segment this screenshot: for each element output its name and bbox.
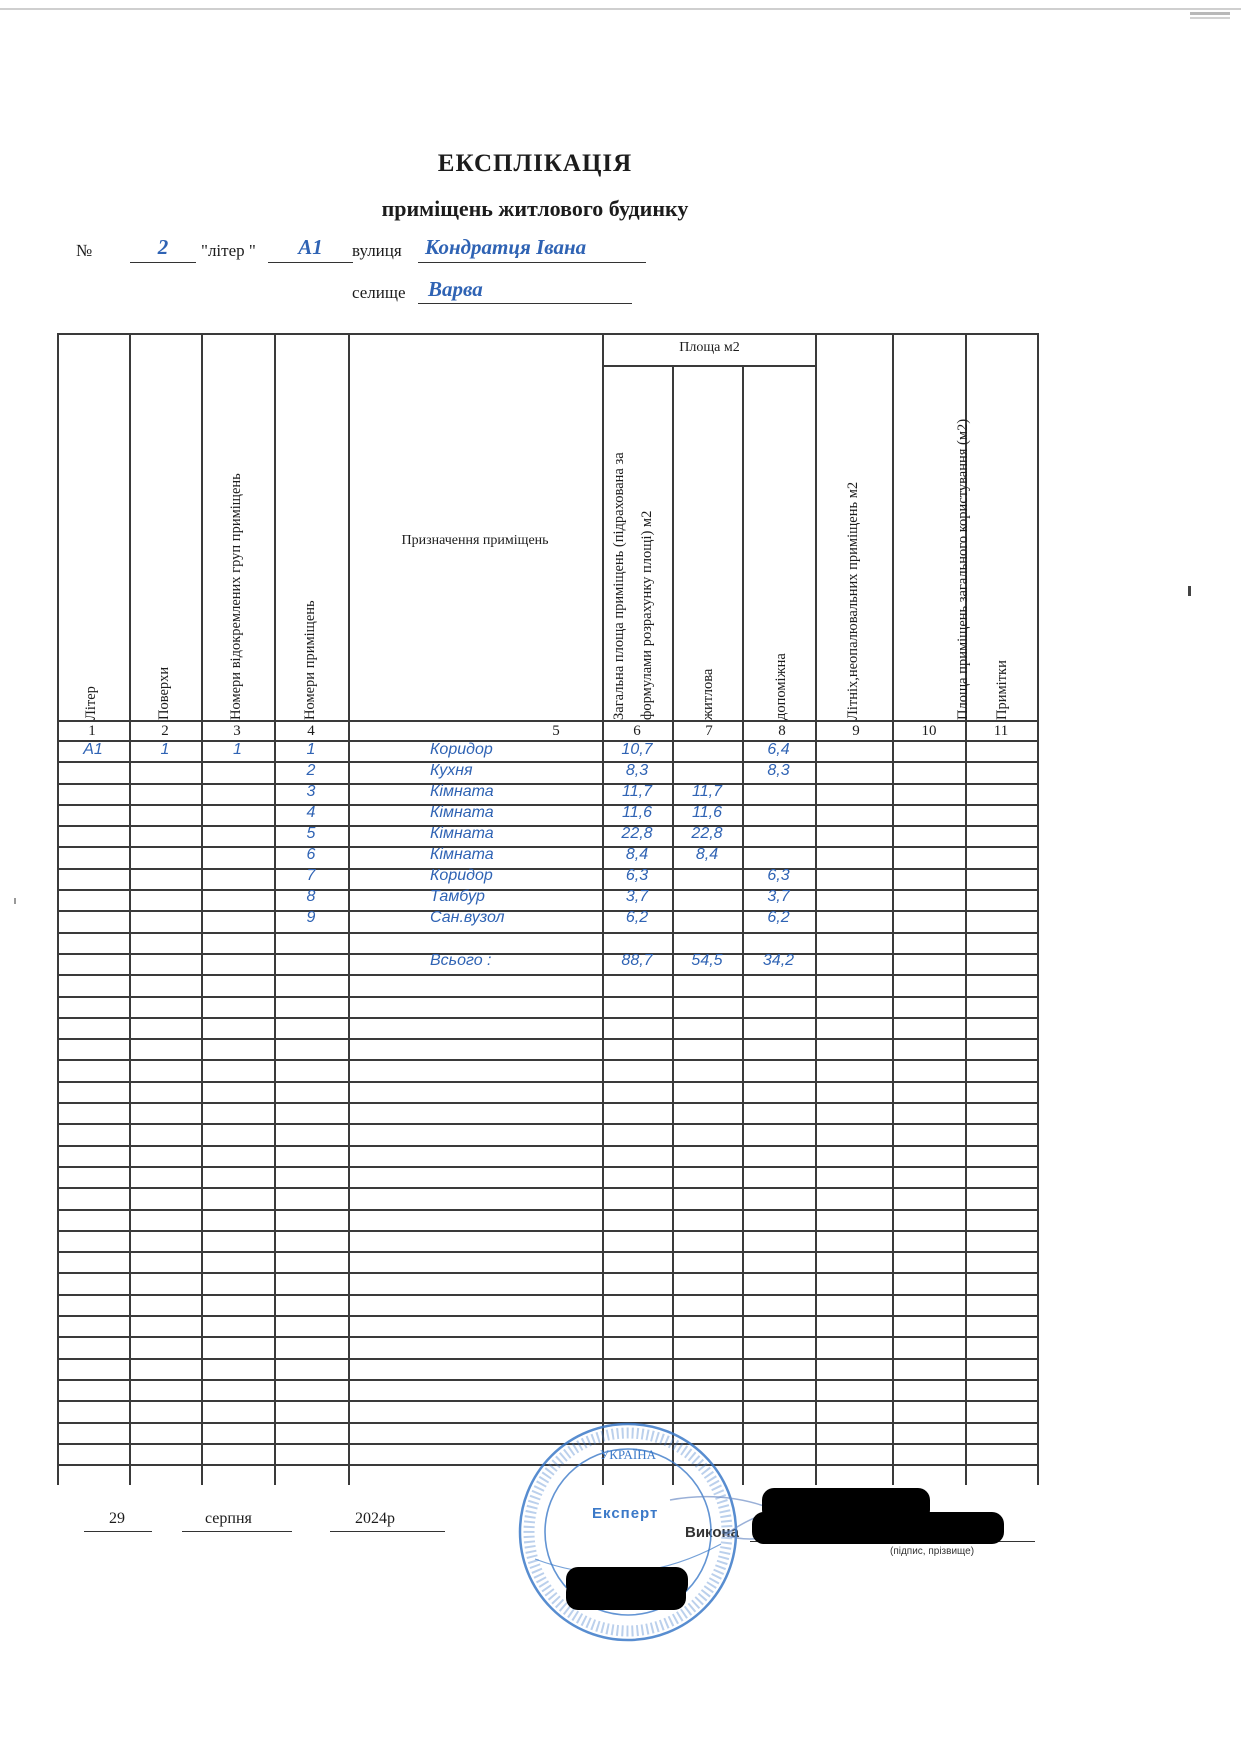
col-header-room-numbers: Номери приміщень [302,600,318,720]
document-title: ЕКСПЛІКАЦІЯ [437,150,633,177]
settlement-label: селище [352,283,406,302]
total-area-sum: 88,7 [621,952,653,969]
stamp-country: УКРАЇНА [600,1447,656,1462]
column-number: 2 [161,723,169,739]
table-hline [57,974,1037,976]
table-hline [57,1145,1037,1147]
number-value: 2 [157,235,169,259]
column-number: 7 [705,723,713,739]
cell-purpose: Кухня [430,762,473,779]
col-header-liter: Літер [83,686,99,720]
cell-living-area: 11,6 [692,804,722,821]
cell-room-number: 5 [306,825,316,842]
cell-aux-area: 6,3 [767,867,790,884]
col-header-groups: Номери відокремлених груп приміщень [228,473,244,720]
table-hline [57,1315,1037,1317]
table-hline [57,953,1037,955]
column-number: 8 [778,723,786,739]
table-hline [57,1272,1037,1274]
column-number: 9 [852,723,860,739]
table-hline [57,1400,1037,1402]
expert-label: Експерт [592,1505,659,1522]
table-hline [57,720,1037,722]
cell-room-number: 2 [306,762,316,779]
number-underline [130,262,196,263]
area-group-header: Площа м2 [679,340,740,355]
col-header-living: житлова [700,668,716,720]
margin-mark [14,898,16,904]
street-value: Кондратця Івана [425,235,587,259]
table-hline [57,783,1037,785]
cell-group: 1 [233,741,242,758]
cell-total-area: 3,7 [625,888,649,905]
column-number: 5 [552,723,560,739]
table-vline [57,333,59,1485]
column-number: 1 [88,723,96,739]
cell-liter: А1 [83,741,103,758]
cell-total-area: 8,3 [625,762,649,779]
table-hline [57,996,1037,998]
table-hline [57,1251,1037,1253]
cell-room-number: 6 [306,846,316,863]
column-number: 3 [233,723,241,739]
cell-room-number: 4 [306,804,316,821]
table-hline [57,1017,1037,1019]
street-label: вулиця [352,241,402,260]
settlement-underline [418,303,632,304]
table-vline [1037,333,1039,1485]
date-year: 2024р [355,1510,395,1527]
table-hline [57,1379,1037,1381]
cell-purpose: Кімната [430,846,494,863]
table-hline [57,1358,1037,1360]
cell-aux-area: 6,4 [767,741,790,758]
table-hline [57,1123,1037,1125]
cell-room-number: 9 [306,909,316,926]
cell-living-area: 11,7 [692,783,722,800]
col-header-total-area: Загальна площа приміщень (підрахована за формулами розрахунку площі) м2 [611,452,655,720]
signature-caption: (підпис, прізвище) [890,1546,975,1557]
cell-purpose: Коридор [430,867,493,884]
scan-artifact [0,0,1241,18]
table-hline [57,846,1037,848]
cell-room-number: 7 [306,867,316,884]
cell-purpose: Кімната [430,825,494,842]
table-hline [57,1102,1037,1104]
liter-underline [268,262,353,263]
table-hline [57,333,1037,335]
table-hline [57,868,1037,870]
cell-aux-area: 6,2 [767,909,790,926]
table-hline [57,1187,1037,1189]
table-hline [57,932,1037,934]
total-label: Всього : [430,952,492,969]
cell-aux-area: 3,7 [767,888,790,905]
table-vline [672,365,674,1485]
table-hline [57,889,1037,891]
liter-label: "літер " [201,241,256,260]
table-hline [57,1209,1037,1211]
column-number: 11 [993,723,1009,739]
cell-total-area: 22,8 [621,825,653,842]
cell-total-area: 6,2 [625,909,649,926]
street-underline [418,262,646,263]
cell-total-area: 6,3 [625,867,649,884]
column-number: 4 [307,723,315,739]
liter-value: А1 [298,235,323,259]
table-hline [57,1230,1037,1232]
date-month: серпня [205,1510,252,1527]
date-day: 29 [109,1510,125,1527]
table-hline [57,1081,1037,1083]
col-header-purpose: Призначення приміщень [401,533,549,548]
col-header-notes: Примітки [994,660,1010,720]
col-header-floors: Поверхи [156,666,172,720]
table-hline [57,804,1037,806]
cell-living-area: 22,8 [691,825,723,842]
executor-label: Викона [685,1524,739,1541]
col-header-auxiliary: допоміжна [773,653,789,720]
table-hline [57,910,1037,912]
cell-purpose: Коридор [430,741,493,758]
col-header-common-use: Площа приміщень загального користування (м2) [955,418,971,720]
redaction-stamp-2 [566,1580,686,1610]
cell-purpose: Сан.вузол [430,909,505,926]
area-group-line [602,365,815,367]
living-area-sum: 54,5 [691,952,723,969]
cell-purpose: Тамбур [430,888,485,905]
table-hline [57,1336,1037,1338]
column-number: 6 [633,723,641,739]
margin-mark [1188,586,1191,596]
table-hline [57,1166,1037,1168]
cell-total-area: 11,7 [622,783,652,800]
table-vline [129,333,131,1485]
cell-room-number: 3 [306,783,316,800]
cell-living-area: 8,4 [695,846,719,863]
aux-area-sum: 34,2 [762,952,795,969]
cell-room-number: 8 [306,888,316,905]
table-vline [892,333,894,1485]
cell-total-area: 10,7 [621,741,653,758]
table-hline [57,1038,1037,1040]
table-hline [57,1059,1037,1061]
cell-purpose: Кімната [430,804,494,821]
cell-floor: 1 [160,741,170,758]
column-number: 10 [921,723,937,739]
cell-aux-area: 8,3 [767,762,790,779]
table-vline [815,333,817,1485]
cell-purpose: Кімната [430,783,494,800]
table-vline [348,333,350,1485]
date-month-underline [182,1531,292,1532]
number-label: № [76,241,93,260]
cell-room-number: 1 [306,741,316,758]
redaction-name [752,1512,1004,1544]
table-hline [57,825,1037,827]
table-vline [201,333,203,1485]
cell-total-area: 11,6 [622,804,652,821]
settlement-value: Варва [428,277,483,301]
date-year-underline [330,1531,445,1532]
col-header-summer: Літніх,неопалювальних приміщень м2 [845,481,861,720]
date-day-underline [84,1531,152,1532]
explication-table [57,333,1037,1493]
document-subtitle: приміщень житлового будинку [381,196,689,221]
table-hline [57,1294,1037,1296]
cell-total-area: 8,4 [625,846,649,863]
table-hline [57,761,1037,763]
